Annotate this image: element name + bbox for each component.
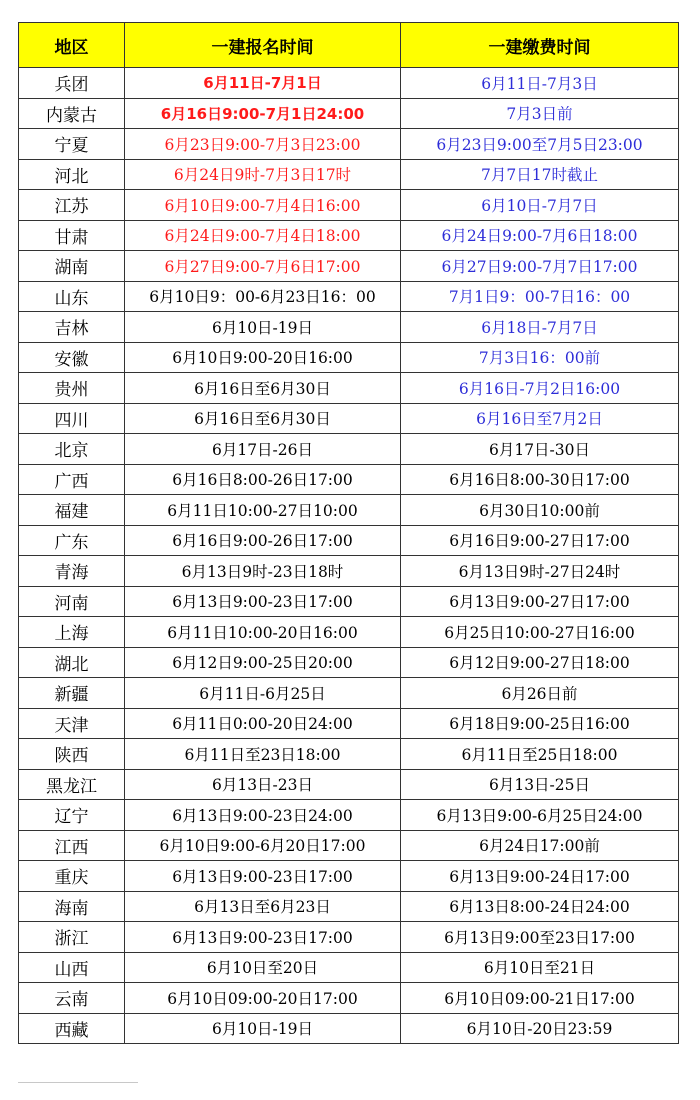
- registration-time-cell: 6月10日09:00-20日17:00: [125, 983, 401, 1014]
- payment-time-cell: 6月25日10:00-27日16:00: [401, 617, 679, 648]
- region-cell: 兵团: [19, 68, 125, 99]
- registration-time-cell: 6月16日至6月30日: [125, 403, 401, 434]
- registration-time-cell: 6月13日9:00-23日17:00: [125, 586, 401, 617]
- registration-time-cell: 6月13日9:00-23日17:00: [125, 922, 401, 953]
- region-cell: 江苏: [19, 190, 125, 221]
- registration-time-cell: 6月16日至6月30日: [125, 373, 401, 404]
- payment-time-cell: 6月13日9时-27日24时: [401, 556, 679, 587]
- payment-time-cell: 6月16日-7月2日16:00: [401, 373, 679, 404]
- table-row: [19, 952, 679, 983]
- table-row: [19, 403, 679, 434]
- registration-time-cell: 6月11日0:00-20日24:00: [125, 708, 401, 739]
- table-row: [19, 983, 679, 1014]
- region-cell: 海南: [19, 891, 125, 922]
- registration-time-cell: 6月11日10:00-20日16:00: [125, 617, 401, 648]
- region-cell: 河南: [19, 586, 125, 617]
- region-cell: 辽宁: [19, 800, 125, 831]
- payment-time-cell: 6月27日9:00-7月7日17:00: [401, 251, 679, 282]
- registration-time-cell: 6月16日8:00-26日17:00: [125, 464, 401, 495]
- region-cell: 广西: [19, 464, 125, 495]
- payment-time-cell: 6月23日9:00至7月5日23:00: [401, 129, 679, 160]
- table-row: [19, 891, 679, 922]
- payment-time-cell: 6月10日09:00-21日17:00: [401, 983, 679, 1014]
- payment-time-cell: 7月3日16：00前: [401, 342, 679, 373]
- page-footer-divider: [18, 1082, 138, 1084]
- header-region: 地区: [19, 23, 125, 68]
- registration-time-cell: 6月23日9:00-7月3日23:00: [125, 129, 401, 160]
- registration-time-cell: 6月10日9:00-6月20日17:00: [125, 830, 401, 861]
- region-cell: 西藏: [19, 1013, 125, 1044]
- table-row: [19, 464, 679, 495]
- table-row: [19, 220, 679, 251]
- region-cell: 湖南: [19, 251, 125, 282]
- table-row: [19, 251, 679, 282]
- table-row: [19, 861, 679, 892]
- payment-time-cell: 6月13日8:00-24日24:00: [401, 891, 679, 922]
- payment-time-cell: 6月10日-7月7日: [401, 190, 679, 221]
- region-cell: 吉林: [19, 312, 125, 343]
- payment-time-cell: 6月18日-7月7日: [401, 312, 679, 343]
- region-cell: 云南: [19, 983, 125, 1014]
- payment-time-cell: 6月13日9:00至23日17:00: [401, 922, 679, 953]
- region-cell: 湖北: [19, 647, 125, 678]
- registration-time-cell: 6月10日至20日: [125, 952, 401, 983]
- payment-time-cell: 6月11日至25日18:00: [401, 739, 679, 770]
- registration-time-cell: 6月13日-23日: [125, 769, 401, 800]
- region-cell: 甘肃: [19, 220, 125, 251]
- exam-schedule-table-wrapper: [18, 22, 678, 1044]
- table-body: [19, 68, 679, 1044]
- region-cell: 福建: [19, 495, 125, 526]
- region-cell: 黑龙江: [19, 769, 125, 800]
- table-row: [19, 708, 679, 739]
- table-row: [19, 830, 679, 861]
- table-row: [19, 678, 679, 709]
- payment-time-cell: 6月10日至21日: [401, 952, 679, 983]
- table-row: [19, 68, 679, 99]
- registration-time-cell: 6月11日-6月25日: [125, 678, 401, 709]
- payment-time-cell: 6月16日至7月2日: [401, 403, 679, 434]
- region-cell: 青海: [19, 556, 125, 587]
- region-cell: 广东: [19, 525, 125, 556]
- registration-time-cell: 6月10日-19日: [125, 1013, 401, 1044]
- registration-time-cell: 6月12日9:00-25日20:00: [125, 647, 401, 678]
- registration-time-cell: 6月27日9:00-7月6日17:00: [125, 251, 401, 282]
- region-cell: 宁夏: [19, 129, 125, 160]
- registration-time-cell: 6月11日-7月1日: [125, 68, 401, 99]
- payment-time-cell: 6月11日-7月3日: [401, 68, 679, 99]
- payment-time-cell: 6月24日9:00-7月6日18:00: [401, 220, 679, 251]
- payment-time-cell: 6月18日9:00-25日16:00: [401, 708, 679, 739]
- payment-time-cell: 6月10日-20日23:59: [401, 1013, 679, 1044]
- payment-time-cell: 6月13日-25日: [401, 769, 679, 800]
- registration-time-cell: 6月13日9时-23日18时: [125, 556, 401, 587]
- region-cell: 江西: [19, 830, 125, 861]
- table-row: [19, 373, 679, 404]
- table-row: [19, 342, 679, 373]
- table-row: [19, 739, 679, 770]
- table-row: [19, 159, 679, 190]
- header-registration-time: 一建报名时间: [125, 23, 401, 68]
- registration-time-cell: 6月13日9:00-23日24:00: [125, 800, 401, 831]
- payment-time-cell: 7月3日前: [401, 98, 679, 129]
- payment-time-cell: 6月24日17:00前: [401, 830, 679, 861]
- table-row: [19, 1013, 679, 1044]
- table-row: [19, 800, 679, 831]
- region-cell: 重庆: [19, 861, 125, 892]
- registration-time-cell: 6月10日9：00-6月23日16：00: [125, 281, 401, 312]
- table-header-row: [19, 23, 679, 68]
- payment-time-cell: 6月26日前: [401, 678, 679, 709]
- registration-time-cell: 6月24日9时-7月3日17时: [125, 159, 401, 190]
- table-row: [19, 495, 679, 526]
- payment-time-cell: 6月30日10:00前: [401, 495, 679, 526]
- payment-time-cell: 6月13日9:00-24日17:00: [401, 861, 679, 892]
- table-row: [19, 556, 679, 587]
- table-row: [19, 129, 679, 160]
- payment-time-cell: 6月17日-30日: [401, 434, 679, 465]
- payment-time-cell: 6月16日8:00-30日17:00: [401, 464, 679, 495]
- registration-time-cell: 6月13日至6月23日: [125, 891, 401, 922]
- table-row: [19, 434, 679, 465]
- payment-time-cell: 6月16日9:00-27日17:00: [401, 525, 679, 556]
- region-cell: 浙江: [19, 922, 125, 953]
- payment-time-cell: 6月12日9:00-27日18:00: [401, 647, 679, 678]
- table-row: [19, 525, 679, 556]
- region-cell: 新疆: [19, 678, 125, 709]
- region-cell: 安徽: [19, 342, 125, 373]
- registration-time-cell: 6月16日9:00-26日17:00: [125, 525, 401, 556]
- table-row: [19, 312, 679, 343]
- payment-time-cell: 7月1日9：00-7日16：00: [401, 281, 679, 312]
- region-cell: 山西: [19, 952, 125, 983]
- table-row: [19, 769, 679, 800]
- table-row: [19, 586, 679, 617]
- table-row: [19, 647, 679, 678]
- payment-time-cell: 6月13日9:00-6月25日24:00: [401, 800, 679, 831]
- region-cell: 内蒙古: [19, 98, 125, 129]
- region-cell: 山东: [19, 281, 125, 312]
- registration-time-cell: 6月11日10:00-27日10:00: [125, 495, 401, 526]
- table-row: [19, 281, 679, 312]
- region-cell: 四川: [19, 403, 125, 434]
- registration-time-cell: 6月10日9:00-20日16:00: [125, 342, 401, 373]
- header-payment-time: 一建缴费时间: [401, 23, 679, 68]
- registration-time-cell: 6月17日-26日: [125, 434, 401, 465]
- payment-time-cell: 6月13日9:00-27日17:00: [401, 586, 679, 617]
- region-cell: 陕西: [19, 739, 125, 770]
- registration-time-cell: 6月11日至23日18:00: [125, 739, 401, 770]
- registration-time-cell: 6月10日-19日: [125, 312, 401, 343]
- exam-schedule-table: [18, 22, 679, 1044]
- region-cell: 河北: [19, 159, 125, 190]
- registration-time-cell: 6月10日9:00-7月4日16:00: [125, 190, 401, 221]
- table-row: [19, 922, 679, 953]
- region-cell: 贵州: [19, 373, 125, 404]
- table-row: [19, 617, 679, 648]
- region-cell: 天津: [19, 708, 125, 739]
- region-cell: 北京: [19, 434, 125, 465]
- table-row: [19, 98, 679, 129]
- table-row: [19, 190, 679, 221]
- registration-time-cell: 6月13日9:00-23日17:00: [125, 861, 401, 892]
- registration-time-cell: 6月24日9:00-7月4日18:00: [125, 220, 401, 251]
- payment-time-cell: 7月7日17时截止: [401, 159, 679, 190]
- registration-time-cell: 6月16日9:00-7月1日24:00: [125, 98, 401, 129]
- region-cell: 上海: [19, 617, 125, 648]
